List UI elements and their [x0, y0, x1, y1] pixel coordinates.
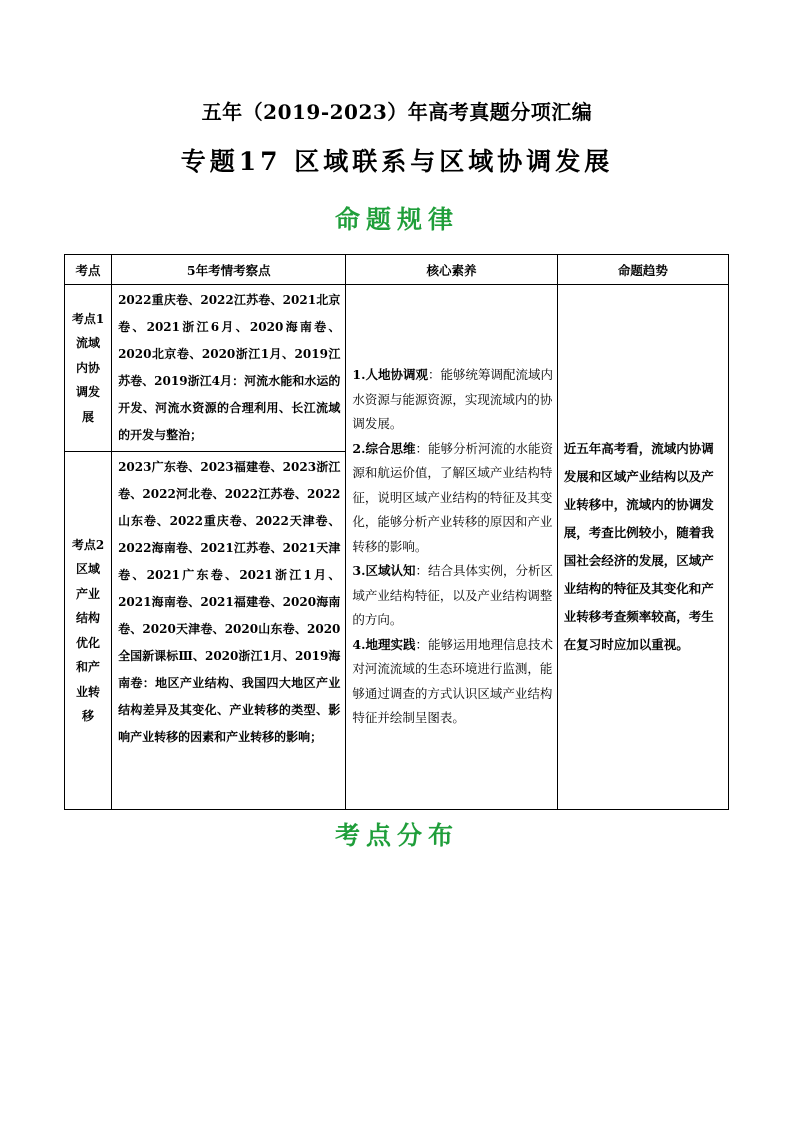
years-2: 2023广东卷、2023福建卷、2023浙江卷、2022河北卷、2022江苏卷、2022山东卷、2022重庆卷、2022天津卷、2022海南卷、2021江苏卷、2021天津卷、2021广东卷、2021浙江1月、2021海南卷、2021福建卷、2020海南卷、2020天津卷、2020山东卷、2020全国新课标Ⅲ、2020浙江1月、2019海南卷：地区产业结构、我国四大地区产业结构差异及其变化、产业转移的类型、影响产业转移的因素和产业转移的影响；	[112, 452, 346, 810]
document-title: 五年（2019-2023）年高考真题分项汇编	[201, 100, 593, 124]
kaodian-1-label: 考点1流域内协调发展	[71, 311, 105, 424]
kaodian-2-label: 考点2区域产业结构优化和产业转移	[71, 537, 105, 723]
table-header-row	[65, 255, 729, 285]
header-years: 5年考情考察点	[112, 255, 346, 285]
core-item: 3.区域认知：结合具体实例，分析区域产业结构特征，以及产业结构调整的方向。	[352, 563, 553, 628]
kaodian-1	[65, 285, 112, 452]
section-heading-rules: 命题规律	[334, 205, 459, 234]
core-item: 4.地理实践：能够运用地理信息技术对河流流域的生态环境进行监测，能够通过调查的方式认识区域产业结构特征并绘制呈图表。	[352, 636, 553, 726]
exam-topics-table	[64, 254, 729, 810]
core-competencies	[346, 285, 557, 810]
header-kaodian: 考点	[65, 255, 112, 285]
core-item: 1.人地协调观：能够统筹调配流域内水资源与能源资源，实现流域内的协调发展。	[352, 367, 553, 432]
kaodian-2	[65, 452, 112, 810]
years-1: 2022重庆卷、2022江苏卷、2021北京卷、2021浙江6月、2020海南卷、2020北京卷、2020浙江1月、2019江苏卷、2019浙江4月：河流水能和水运的开发、河流水资源的合理利用、长江流域的开发与整治；	[112, 285, 346, 452]
trend-cell: 近五年高考看，流域内协调发展和区域产业结构以及产业转移中，流域内的协调发展，考查比例较小，随着我国社会经济的发展，区域产业结构的特征及其变化和产业转移考查频率较高，考生在复习时应加以重视。	[557, 285, 728, 810]
header-core: 核心素养	[346, 255, 557, 285]
topic-title: 专题17 区域联系与区域协调发展	[180, 147, 614, 176]
section-heading-distribution: 考点分布	[334, 821, 459, 850]
table-row	[65, 285, 729, 452]
header-trend: 命题趋势	[557, 255, 728, 285]
core-item: 2.综合思维：能够分析河流的水能资源和航运价值，了解区域产业结构特征，说明区域产业结构的特征及其变化，能够分析产业转移的原因和产业转移的影响。	[352, 440, 553, 554]
